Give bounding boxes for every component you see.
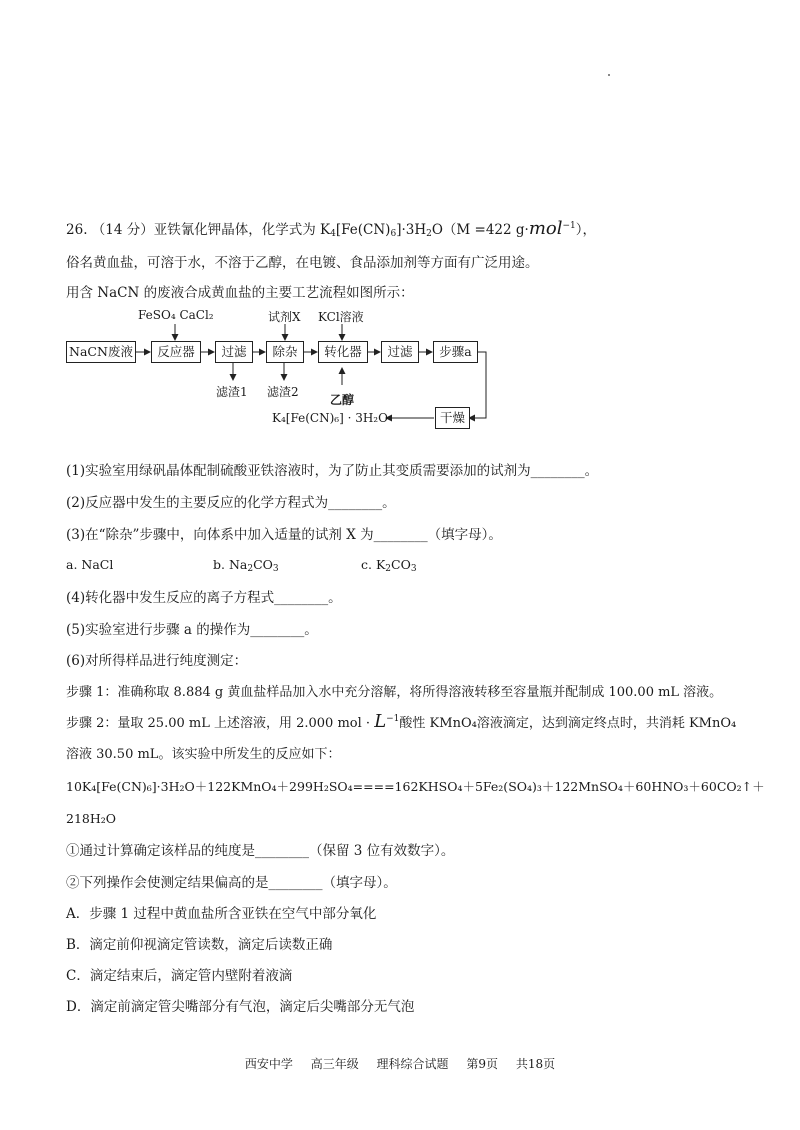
intro-line-3: 用含 NaCN 的废液合成黄血盐的主要工艺流程如图所示：	[66, 285, 414, 301]
sub-question-2: ②下列操作会使测定结果偏高的是________（填字母）。	[66, 875, 397, 891]
choice-b: B．滴定前仰视滴定管读数，滴定后读数正确	[66, 937, 333, 953]
mol-unit: mol	[528, 218, 563, 239]
part-3: (3)在“除杂”步骤中，向体系中加入适量的试剂 X 为________（填字母）。	[66, 527, 502, 543]
label-residue-1: 滤渣1	[216, 385, 248, 399]
footer-grade: 高三年级	[310, 1057, 359, 1071]
box-dry: 干燥	[435, 407, 470, 429]
box-filter-1: 过滤	[215, 341, 253, 363]
step-2-cont: 溶液 30.50 mL。该实验中所发生的反应如下：	[66, 747, 341, 762]
part-4: (4)转化器中发生反应的离子方程式________。	[66, 590, 342, 606]
question-score: （14 分）	[91, 222, 154, 238]
step-2: 步骤 2：量取 25.00 mL 上述溶液，用 2.000 mol · $L^{-1}$酸性 KMnO₄溶液滴定，达到滴定终点时，共消耗 KMnO₄	[66, 711, 737, 732]
label-residue-2: 滤渣2	[267, 385, 299, 399]
label-feso4-cacl2: FeSO₄ CaCl₂	[138, 308, 214, 322]
sub-question-1: ①通过计算确定该样品的纯度是________（保留 3 位有效数字）。	[66, 843, 455, 859]
footer-school: 西安中学	[244, 1057, 293, 1071]
label-product: K₄[Fe(CN)₆] · 3H₂O	[272, 411, 388, 425]
box-step-a: 步骤a	[433, 341, 478, 363]
part-2: (2)反应器中发生的主要反应的化学方程式为________。	[66, 495, 396, 511]
choice-c: C．滴定结束后，滴定管内壁附着液滴	[66, 968, 293, 984]
question-header: 26. （14 分）亚铁氰化钾晶体，化学式为 $K_4[Fe(CN)_6]\cdot 3H_2O(M =422$ g·mol$^{-1}$），	[66, 218, 597, 239]
part-6: (6)对所得样品进行纯度测定：	[66, 653, 248, 669]
flow-arrows	[0, 0, 800, 440]
choice-a: A．步骤 1 过程中黄血盐所含亚铁在空气中部分氧化	[66, 906, 377, 922]
box-converter: 转化器	[318, 341, 368, 363]
part-5: (5)实验室进行步骤 a 的操作为________。	[66, 622, 318, 638]
part-1: (1)实验室用绿矾晶体配制硫酸亚铁溶液时，为了防止其变质需要添加的试剂为________。	[66, 463, 599, 479]
box-nacn-waste: NaCN废液	[66, 341, 136, 363]
option-a: a. NaCl	[66, 557, 114, 572]
question-number: 26	[66, 222, 84, 238]
reaction-equation-cont: 218H₂O	[66, 811, 117, 826]
intro-text: 亚铁氰化钾晶体，化学式为 K	[153, 222, 331, 238]
reaction-equation: 10K₄[Fe(CN)₆]·3H₂O＋122KMnO₄＋299H₂SO₄====162KHSO₄＋5Fe₂(SO₄)₃＋122MnSO₄＋60HNO₃＋60CO₂↑＋	[66, 779, 765, 794]
footer-subject: 理科综合试题	[376, 1057, 449, 1071]
step-1: 步骤 1：准确称取 8.884 g 黄血盐样品加入水中充分溶解，将所得溶液转移至容量瓶并配制成 100.00 mL 溶液。	[66, 685, 723, 700]
box-filter-2: 过滤	[381, 341, 419, 363]
label-ethanol: 乙醇	[330, 393, 355, 407]
intro-line-2: 俗名黄血盐，可溶于水，不溶于乙醇，在电镀、食品添加剂等方面有广泛用途。	[66, 255, 539, 271]
box-purify: 除杂	[266, 341, 304, 363]
label-kcl-solution: KCl溶液	[318, 310, 364, 324]
box-reactor: 反应器	[151, 341, 201, 363]
page-footer	[0, 1055, 800, 1072]
label-reagent-x: 试剂X	[268, 310, 301, 324]
option-b: b. $Na_2CO_3$	[213, 557, 279, 574]
footer-total: 共18页	[515, 1057, 556, 1071]
footer-page: 第9页	[466, 1057, 499, 1071]
option-c: c. $K_2CO_3$	[361, 557, 417, 574]
choice-d: D．滴定前滴定管尖嘴部分有气泡，滴定后尖嘴部分无气泡	[66, 999, 415, 1015]
